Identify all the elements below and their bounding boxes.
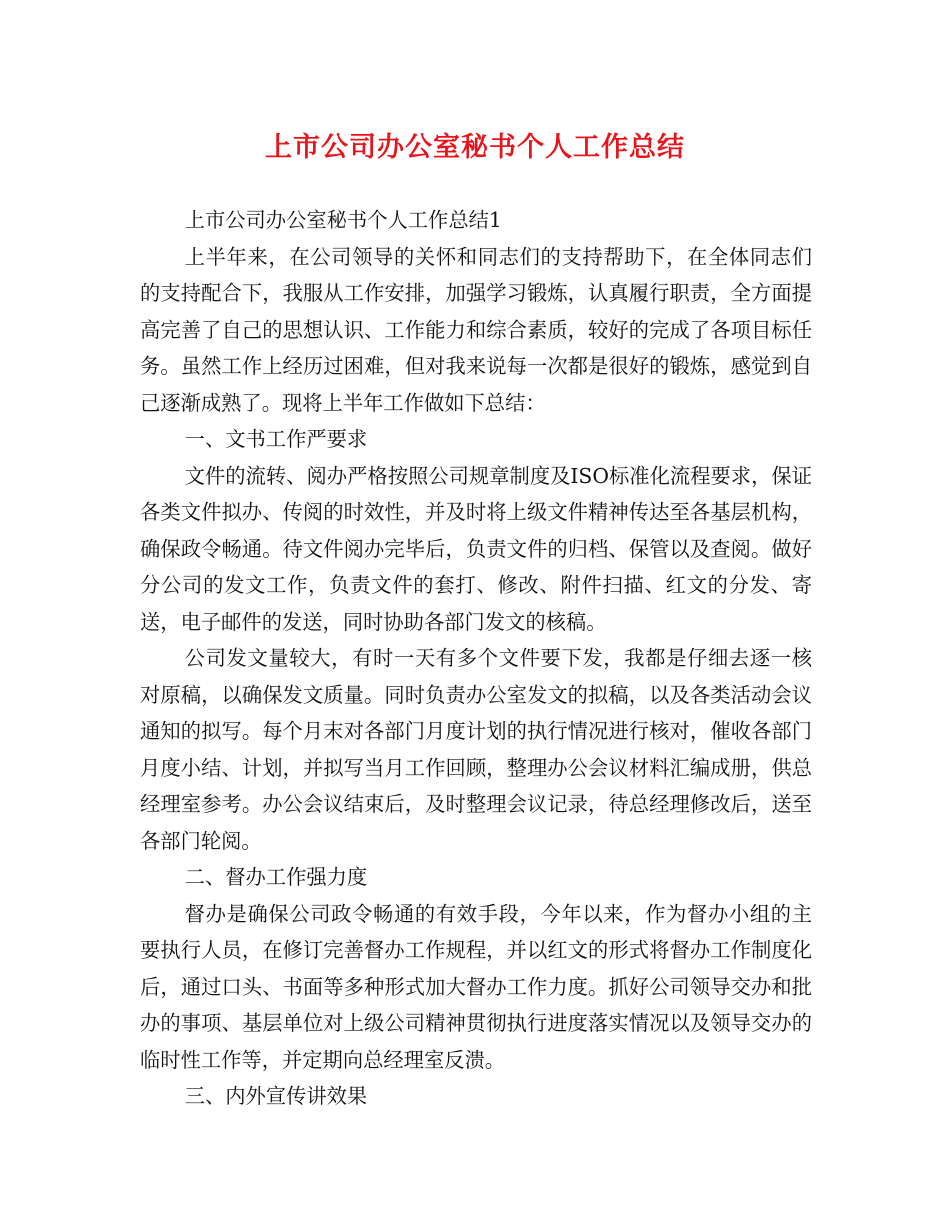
document-title: 上市公司办公室秘书个人工作总结 bbox=[265, 132, 685, 163]
section-2-paragraph-1: 督办是确保公司政令畅通的有效手段，今年以来，作为督办小组的主要执行人员，在修订完善督办工作规程，并以红文的形式将督办工作制度化后，通过口头、书面等多种形式加大督办工作力度。抓好公司领导交办和批办的事项、基层单位对上级公司精神贯彻执行进度落实情况以及领导交办的临时性工作等，并定期向总经理室反溃。 bbox=[140, 901, 812, 1072]
section-heading-2: 二、督办工作强力度 bbox=[184, 865, 368, 889]
intro-paragraph: 上半年来，在公司领导的关怀和同志们的支持帮助下，在全体同志们的支持配合下，我服从工作安排，加强学习锻炼，认真履行职责，全方面提高完善了自己的思想认识、工作能力和综合素质，较好的完成了各项目标任务。虽然工作上经历过困难，但对我来说每一次都是很好的锻炼，感觉到自己逐渐成熟了。现将上半年工作做如下总结： bbox=[140, 244, 812, 415]
section-1-paragraph-2: 公司发文量较大，有时一天有多个文件要下发，我都是仔细去逐一核对原稿，以确保发文质量。同时负责办公室发文的拟稿，以及各类活动会议通知的拟写。每个月末对各部门月度计划的执行情况进行核对，催收各部门月度小结、计划，并拟写当月工作回顾，整理办公会议材料汇编成册，供总经理室参考。办公会议结束后，及时整理会议记录，待总经理修改后，送至各部门轮阅。 bbox=[140, 646, 812, 853]
section-heading-3: 三、内外宣传讲效果 bbox=[184, 1084, 368, 1108]
subtitle-paragraph: 上市公司办公室秘书个人工作总结1 bbox=[184, 208, 502, 232]
document-body bbox=[140, 202, 812, 1115]
section-heading-1: 一、文书工作严要求 bbox=[184, 427, 368, 451]
section-1-paragraph-1: 文件的流转、阅办严格按照公司规章制度及ISO标准化流程要求，保证各类文件拟办、传阅的时效性，并及时将上级文件精神传达至各基层机构，确保政令畅通。待文件阅办完毕后，负责文件的归档、保管以及查阅。做好分公司的发文工作，负责文件的套打、修改、附件扫描、红文的分发、寄送，电子邮件的发送，同时协助各部门发文的核稿。 bbox=[140, 463, 812, 634]
